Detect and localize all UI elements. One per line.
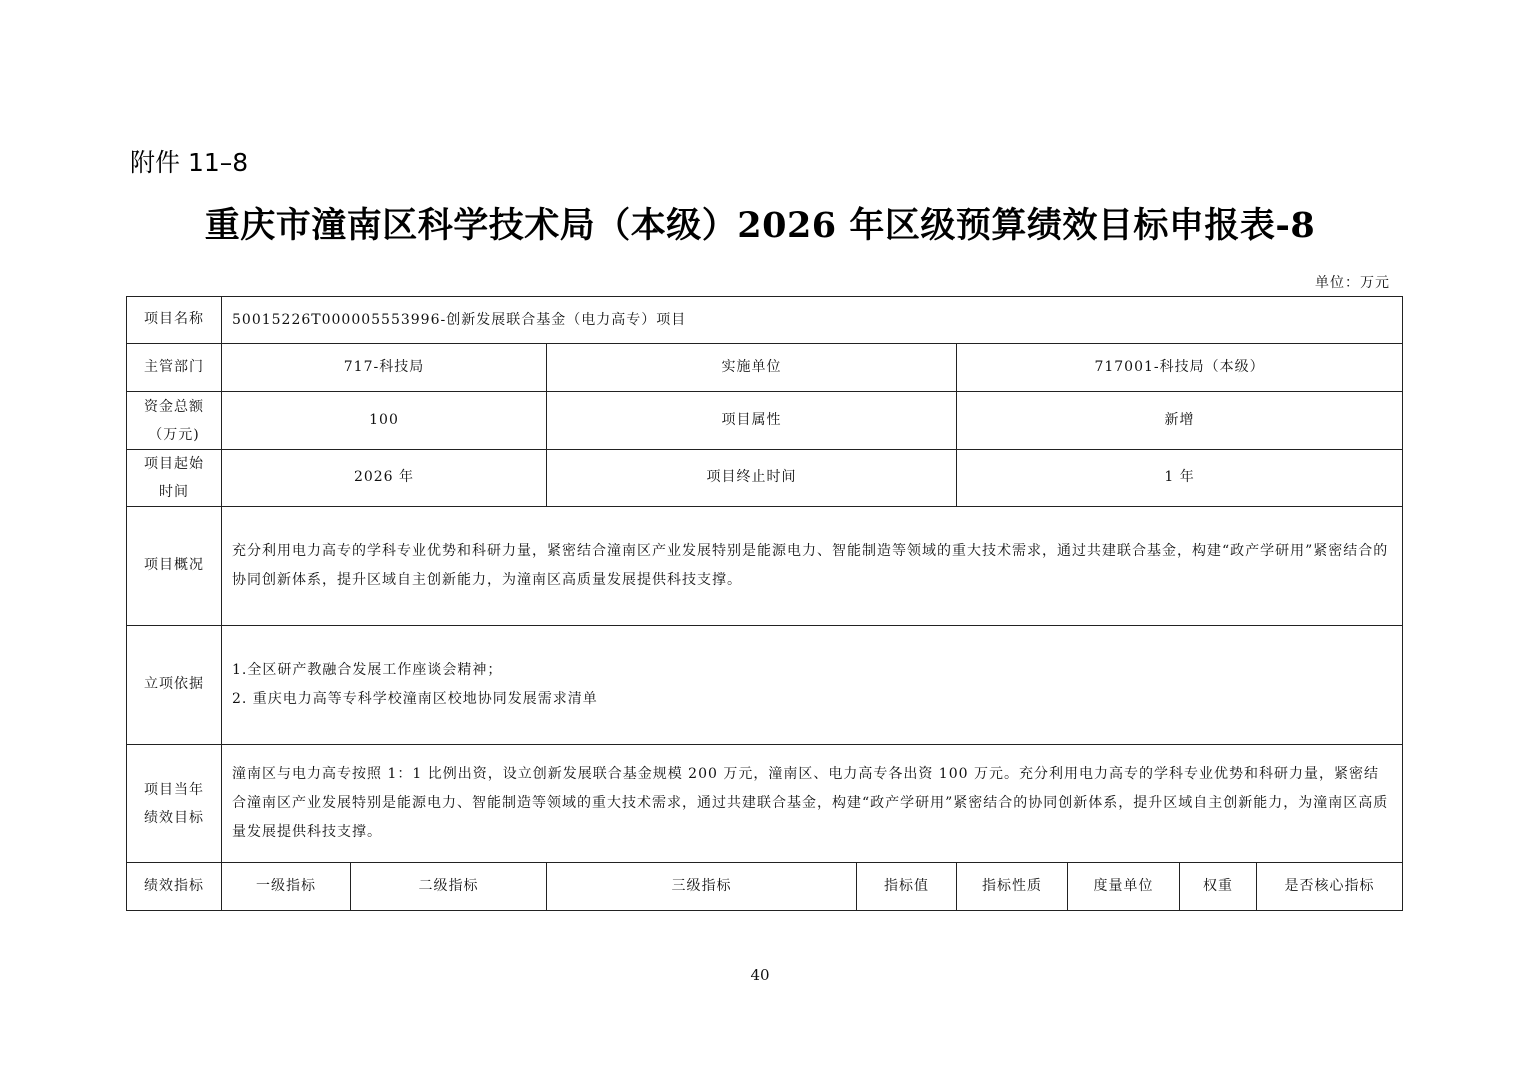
attr-value: 新增: [957, 392, 1403, 450]
row-fund: [127, 392, 1403, 450]
overview-value: 充分利用电力高专的学科专业优势和科研力量，紧密结合潼南区产业发展特别是能源电力、智能制造等领域的重大技术需求，通过共建联合基金，构建“政产学研用”紧密结合的协同创新体系，提升区域自主创新能力，为潼南区高质量发展提供科技支撑。: [222, 507, 1403, 626]
perf-header-level-2: 二级指标: [351, 863, 547, 911]
goal-label-line-2: 绩效目标: [144, 809, 204, 826]
budget-performance-table: [126, 296, 1403, 911]
row-goal: [127, 745, 1403, 863]
fund-label: [127, 392, 222, 450]
perf-header-nature: 指标性质: [957, 863, 1068, 911]
start-label-line-1: 项目起始: [144, 456, 204, 472]
start-value: 2026 年: [222, 450, 547, 507]
perf-header-unit: 度量单位: [1068, 863, 1180, 911]
fund-label-line-2: （万元): [148, 426, 200, 443]
row-performance-headers: [127, 863, 1403, 911]
end-label: 项目终止时间: [547, 450, 957, 507]
row-overview: [127, 507, 1403, 626]
attr-label: 项目属性: [547, 392, 957, 450]
fund-value: 100: [222, 392, 547, 450]
start-label: [127, 450, 222, 507]
perf-header-weight: 权重: [1180, 863, 1257, 911]
project-name-value: 50015226T000005553996-创新发展联合基金（电力高专）项目: [222, 297, 1403, 344]
basis-line-2: 2. 重庆电力高等专科学校潼南区校地协同发展需求清单: [232, 691, 598, 707]
dept-label: 主管部门: [127, 344, 222, 392]
perf-header-level-1: 一级指标: [222, 863, 351, 911]
start-label-line-2: 时间: [159, 484, 189, 500]
impl-label: 实施单位: [547, 344, 957, 392]
goal-value: 潼南区与电力高专按照 1：1 比例出资，设立创新发展联合基金规模 200 万元，潼南区、电力高专各出资 100 万元。充分利用电力高专的学科专业优势和科研力量，紧密结合潼南区产业发展特别是能源电力、智能制造等领域的重大技术需求，通过共建联合基金，构建“政产学研用”紧密结合的协同创新体系，提升区域自主创新能力，为潼南区高质量发展提供科技支撑。: [222, 745, 1403, 863]
goal-label-line-1: 项目当年: [144, 781, 204, 798]
row-basis: [127, 626, 1403, 745]
basis-line-1: 1.全区研产教融合发展工作座谈会精神；: [232, 662, 503, 678]
impl-value: 717001-科技局（本级）: [957, 344, 1403, 392]
row-department: [127, 344, 1403, 392]
attachment-label: 附件 11–8: [130, 148, 249, 177]
fund-label-line-1: 资金总额: [144, 398, 204, 415]
basis-label: 立项依据: [127, 626, 222, 745]
unit-label: 单位：万元: [1315, 275, 1390, 291]
basis-value: [222, 626, 1403, 745]
goal-label: [127, 745, 222, 863]
row-time: [127, 450, 1403, 507]
project-name-label: 项目名称: [127, 297, 222, 344]
page-number: 40: [750, 966, 770, 984]
perf-header-level-3: 三级指标: [547, 863, 857, 911]
perf-header-core: 是否核心指标: [1257, 863, 1403, 911]
dept-value: 717-科技局: [222, 344, 547, 392]
perf-header-value: 指标值: [857, 863, 957, 911]
row-project-name: [127, 297, 1403, 344]
document-title: 重庆市潼南区科学技术局（本级）2026 年区级预算绩效目标申报表-8: [204, 205, 1316, 246]
end-value: 1 年: [957, 450, 1403, 507]
perf-label: 绩效指标: [127, 863, 222, 911]
overview-label: 项目概况: [127, 507, 222, 626]
